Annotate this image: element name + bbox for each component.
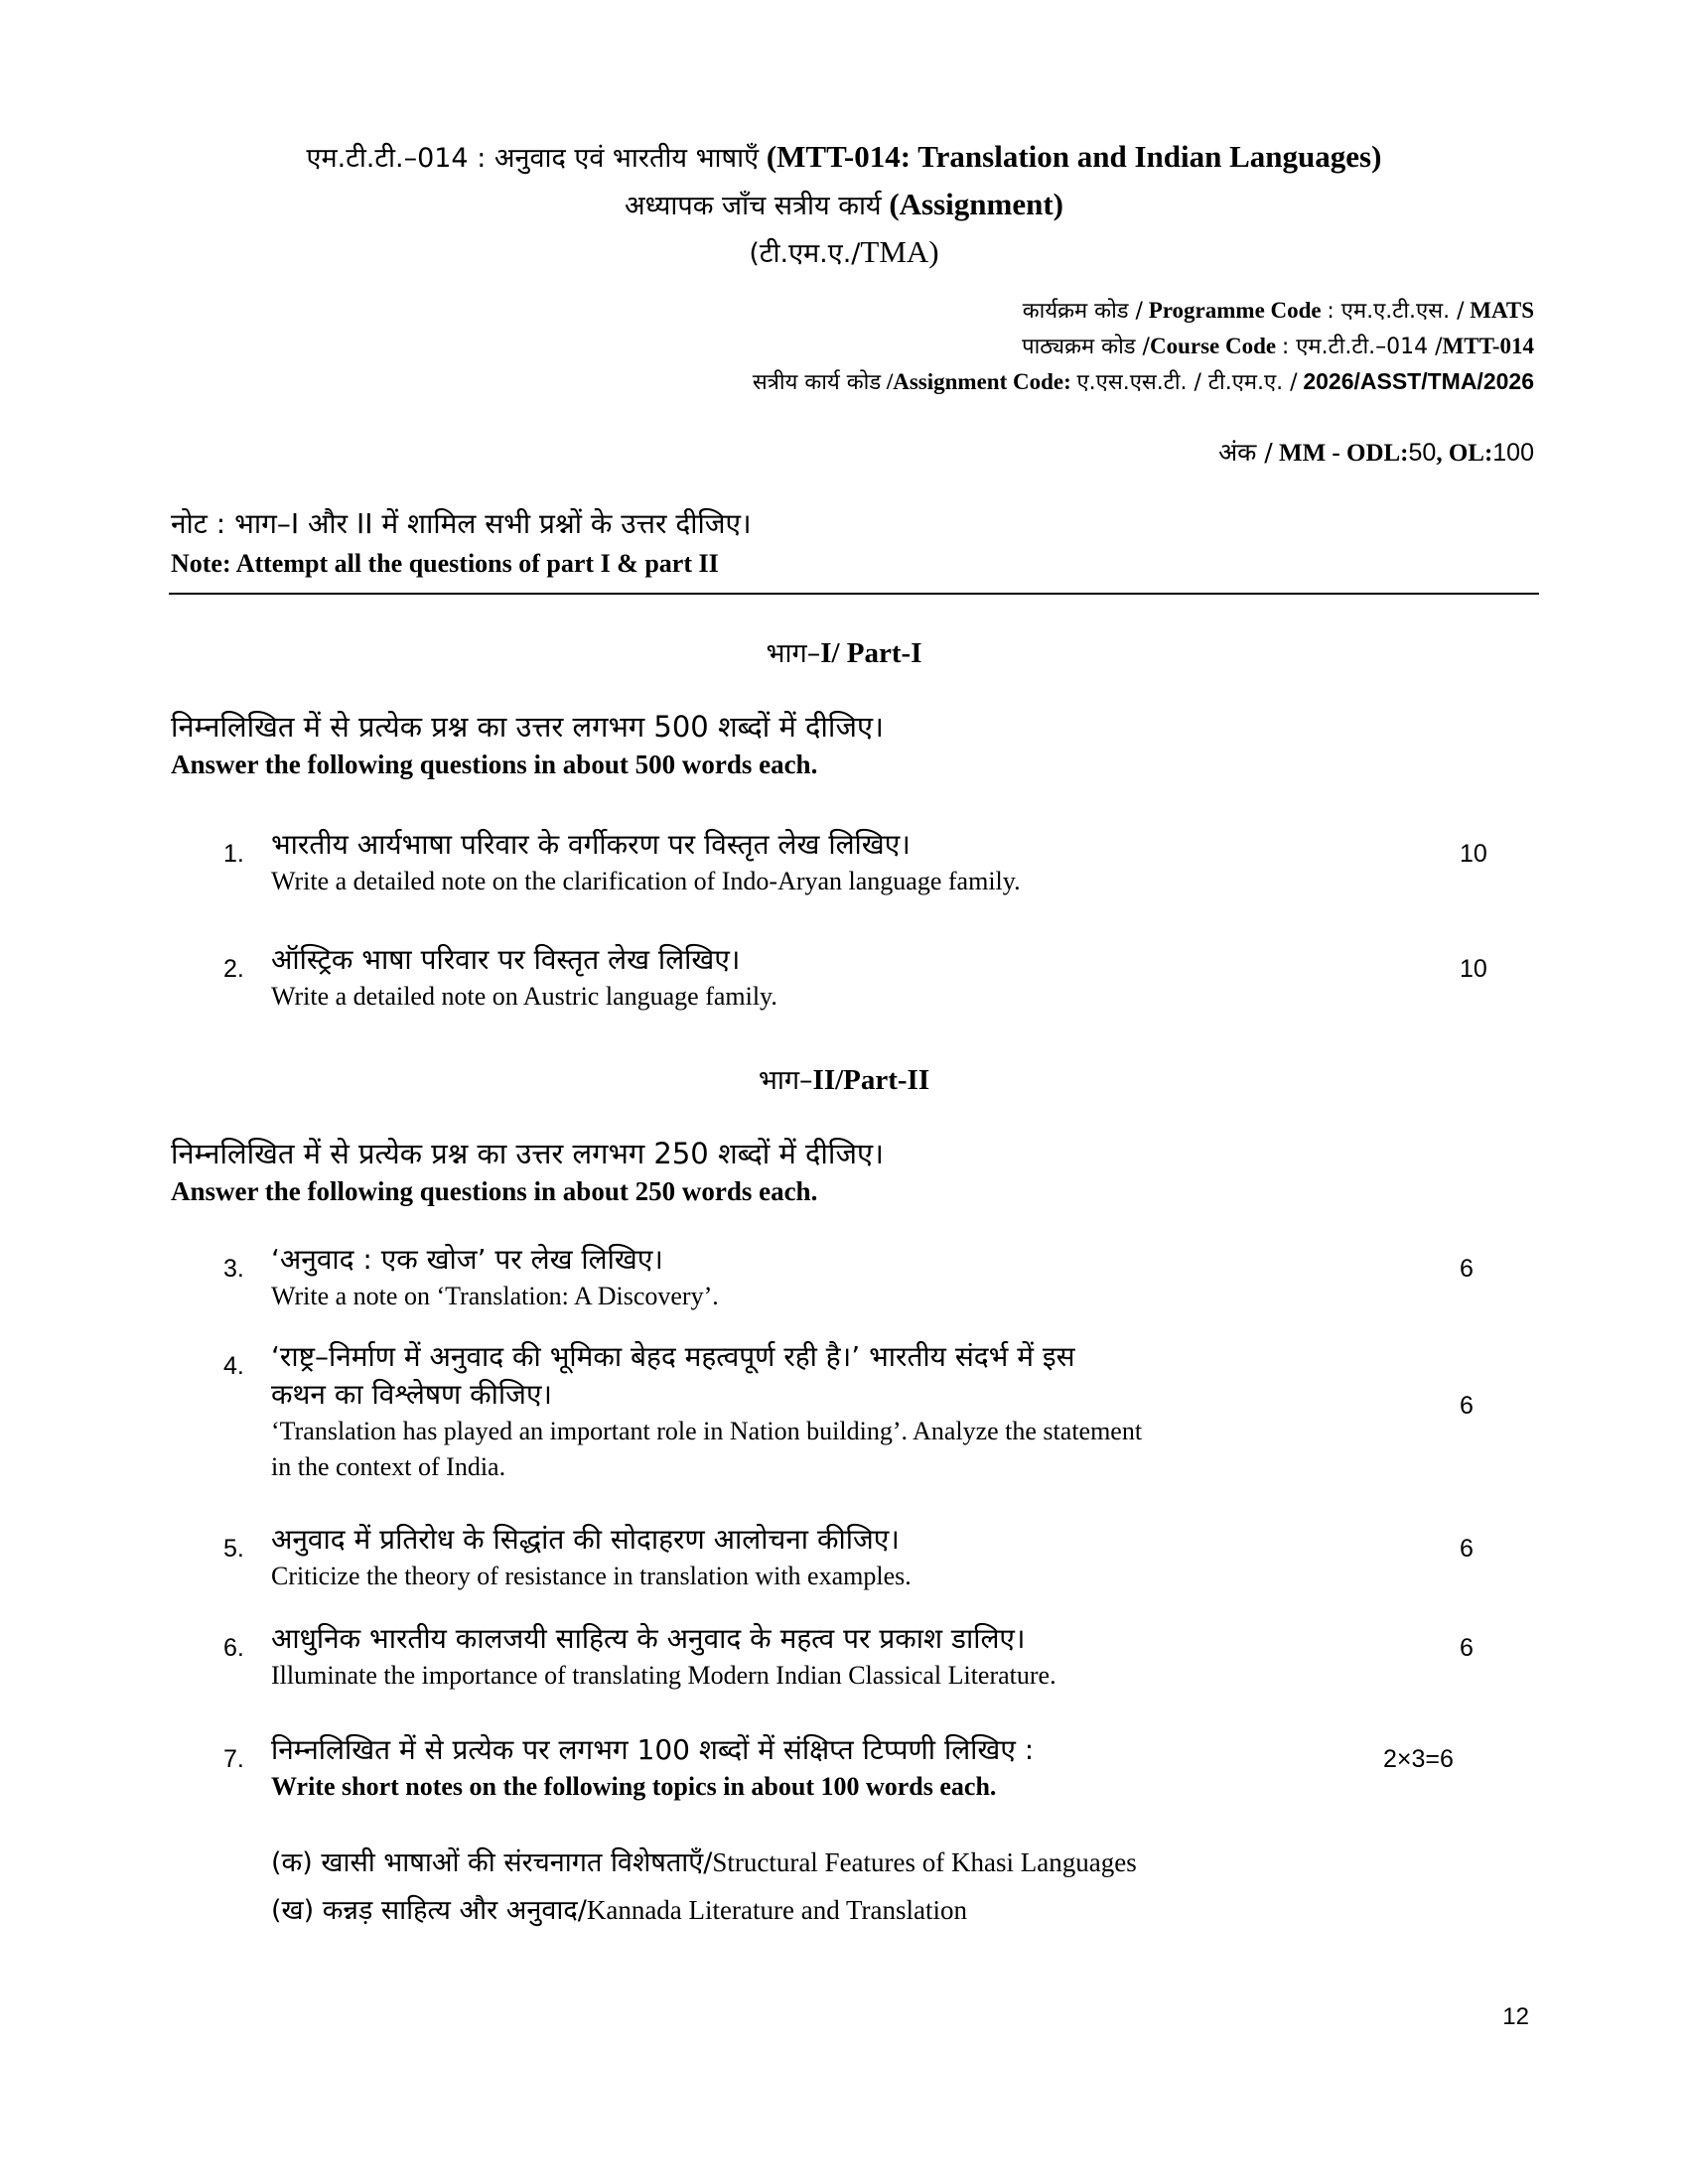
page-number: 12 <box>1502 2003 1529 2030</box>
assignment-code-label-hindi: सत्रीय कार्य कोड <box>752 370 882 395</box>
question-marks-value: 10 <box>1460 955 1487 983</box>
tma-label-hindi: (टी.एम.ए./ <box>749 238 861 269</box>
question-english: Write short notes on the following topics in about 100 words each. <box>271 1772 997 1801</box>
assignment-code <box>753 364 1534 400</box>
question-number: 4. <box>223 1352 244 1380</box>
title-block <box>0 134 1688 277</box>
tma-label <box>0 229 1688 277</box>
question-marks-value: 6 <box>1460 1634 1474 1662</box>
part-one-instruction <box>171 707 884 782</box>
programme-code-value-hindi: : एम.ए.टी.एस. / <box>1327 299 1465 324</box>
part-two-instruction <box>171 1134 884 1209</box>
code-block <box>753 293 1534 400</box>
question-english: Criticize the theory of resistance in translation with examples. <box>271 1562 912 1590</box>
question-english-line-1: ‘Translation has played an important role in Nation building’. Analyze the statement <box>271 1417 1143 1445</box>
assignment-code-value-english: 2026/ASST/TMA/2026 <box>1303 368 1534 394</box>
question-marks-value: 2×3=6 <box>1383 1745 1454 1773</box>
question-hindi: भारतीय आर्यभाषा परिवार के वर्गीकरण पर विस्तृत लेख लिखिए। <box>271 828 911 861</box>
max-marks-value-odl: 50 <box>1408 439 1437 467</box>
part-two-heading <box>0 1060 1688 1097</box>
programme-code-label-hindi: कार्यक्रम कोड / <box>1022 299 1143 324</box>
max-marks-label-hindi: अंक / <box>1218 438 1273 467</box>
part-two-instruction-english: Answer the following questions in about 250 words each. <box>171 1176 818 1206</box>
question-marks-value: 10 <box>1460 840 1487 868</box>
question-text <box>271 1620 1324 1694</box>
course-code-label-english: Course Code <box>1149 334 1277 358</box>
question-number: 6. <box>223 1634 244 1662</box>
programme-code <box>753 293 1534 329</box>
max-marks-value-ol: 100 <box>1492 439 1534 467</box>
subitem-ka <box>271 1843 1137 1879</box>
question-hindi-line-2: कथन का विश्लेषण कीजिए। <box>271 1378 553 1411</box>
course-title-english: (MTT-014: Translation and Indian Languages) <box>766 139 1382 174</box>
assignment-subtitle <box>0 182 1688 229</box>
subitem-english: Structural Features of Khasi Languages <box>712 1847 1137 1877</box>
question-english: Write a note on ‘Translation: A Discovery’. <box>271 1282 719 1310</box>
question-marks-value: 6 <box>1460 1392 1474 1420</box>
part-two-instruction-hindi: निम्नलिखित में से प्रत्येक प्रश्न का उत्तर लगभग 250 शब्दों में दीजिए। <box>171 1137 884 1170</box>
question-text <box>271 826 1324 899</box>
tma-label-english: TMA) <box>860 234 939 269</box>
question-english: Write a detailed note on the clarification of Indo-Aryan language family. <box>271 867 1021 895</box>
programme-code-value-english: MATS <box>1470 298 1534 323</box>
question-hindi: ‘अनुवाद : एक खोज’ पर लेख लिखिए। <box>271 1243 663 1276</box>
assignment-subtitle-hindi: अध्यापक जाँच सत्रीय कार्य <box>624 191 882 221</box>
question-english-line-2: in the context of India. <box>271 1452 506 1481</box>
question-number: 3. <box>223 1255 244 1283</box>
part-one-heading-english: I/ Part-I <box>820 637 922 669</box>
course-title <box>0 134 1688 182</box>
question-hindi: ऑस्ट्रिक भाषा परिवार पर विस्तृत लेख लिखिए। <box>271 943 741 976</box>
course-title-hindi: एम.टी.टी.–014 : अनुवाद एवं भारतीय भाषाएँ <box>306 143 760 174</box>
question-text <box>271 1521 1324 1594</box>
question-hindi: अनुवाद में प्रतिरोध के सिद्धांत की सोदाहरण आलोचना कीजिए। <box>271 1523 900 1556</box>
question-number: 1. <box>223 840 244 868</box>
part-one-heading <box>0 633 1688 670</box>
question-english: Write a detailed note on Austric language family. <box>271 982 777 1011</box>
subitem-hindi: (क) खासी भाषाओं की संरचनागत विशेषताएँ/ <box>271 1847 713 1878</box>
question-hindi: आधुनिक भारतीय कालजयी साहित्य के अनुवाद के महत्व पर प्रकाश डालिए। <box>271 1622 1026 1655</box>
question-hindi-line-1: ‘राष्ट्र–निर्माण में अनुवाद की भूमिका बेहद महत्वपूर्ण रही है।’ भारतीय संदर्भ में इस <box>271 1340 1075 1373</box>
assignment-code-label-english: /Assignment Code: <box>886 369 1071 394</box>
question-text <box>271 1731 1363 1805</box>
question-text <box>271 941 1324 1015</box>
note-hindi: नोट : भाग–I और II में शामिल सभी प्रश्नों के उत्तर दीजिए। <box>171 507 752 540</box>
header-divider <box>169 593 1539 595</box>
question-marks-value: 6 <box>1460 1535 1474 1563</box>
part-one-instruction-english: Answer the following questions in about 500 words each. <box>171 750 818 779</box>
question-text <box>271 1241 1324 1314</box>
assignment-subtitle-english: (Assignment) <box>889 187 1064 221</box>
subitem-english: Kannada Literature and Translation <box>586 1895 967 1925</box>
course-code-label-hindi: पाठ्यक्रम कोड / <box>1022 335 1150 359</box>
question-english: Illuminate the importance of translating Modern Indian Classical Literature. <box>271 1661 1056 1690</box>
question-number: 5. <box>223 1535 244 1563</box>
question-number: 2. <box>223 955 244 983</box>
subitem-kha <box>271 1890 967 1927</box>
general-note <box>171 504 752 584</box>
part-two-heading-hindi: भाग– <box>758 1065 813 1096</box>
assignment-code-value-hindi: ए.एस.एस.टी. / टी.एम.ए. / <box>1076 370 1298 395</box>
question-marks-value: 6 <box>1460 1255 1474 1283</box>
programme-code-label-english: Programme Code <box>1148 298 1322 323</box>
course-code <box>753 329 1534 364</box>
question-hindi: निम्नलिखित में से प्रत्येक पर लगभग 100 शब्दों में संक्षिप्त टिप्पणी लिखिए : <box>271 1733 1035 1766</box>
note-english: Note: Attempt all the questions of part I & part II <box>171 549 719 578</box>
max-marks-label-odl: MM - ODL: <box>1278 440 1409 467</box>
question-text <box>271 1338 1343 1485</box>
subitem-hindi: (ख) कन्नड़ साहित्य और अनुवाद/ <box>271 1895 587 1926</box>
part-one-heading-hindi: भाग– <box>766 638 821 669</box>
max-marks-label-ol: , OL: <box>1436 440 1493 467</box>
course-code-value-english: MTT-014 <box>1442 334 1534 358</box>
part-two-heading-english: II/Part-II <box>812 1064 930 1096</box>
course-code-value-hindi: : एम.टी.टी.–014 / <box>1281 335 1443 359</box>
question-number: 7. <box>223 1745 244 1773</box>
maximum-marks <box>1218 435 1534 469</box>
part-one-instruction-hindi: निम्नलिखित में से प्रत्येक प्रश्न का उत्तर लगभग 500 शब्दों में दीजिए। <box>171 710 884 744</box>
